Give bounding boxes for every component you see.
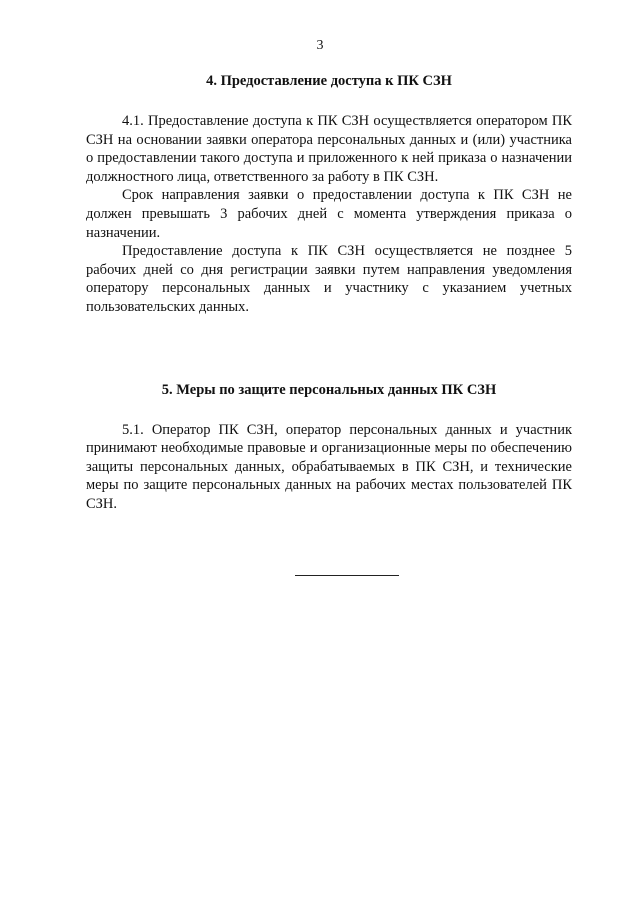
paragraph: 4.1. Предоставление доступа к ПК СЗН осуществляется оператором ПК СЗН на основании заявки оператора персональных данных и (или) участника о предоставлении такого доступа и приложенного к ней приказа о назначении должностного лица, ответственного за работу в ПК СЗН. <box>86 113 572 185</box>
paragraph: Предоставление доступа к ПК СЗН осуществляется не позднее 5 рабочих дней со дня регистрации заявки путем направления уведомления оператору персональных данных и участнику с указанием учетных пользовательских данных. <box>86 243 572 315</box>
document-end-rule <box>295 575 399 576</box>
document-body <box>86 72 572 514</box>
section-access <box>86 72 572 317</box>
section-protection <box>86 381 572 514</box>
paragraph: 5.1. Оператор ПК СЗН, оператор персональных данных и участник принимают необходимые правовые и организационные меры по обеспечению защиты персональных данных, обрабатываемых в ПК СЗН, и технические меры по защите персональных данных на рабочих местах пользователей ПК СЗН. <box>86 421 572 512</box>
paragraph: Срок направления заявки о предоставлении доступа к ПК СЗН не должен превышать 3 рабочих дней с момента утверждения приказа о назначении. <box>86 187 572 241</box>
section-heading: 5. Меры по защите персональных данных ПК СЗН <box>161 381 497 398</box>
section-heading: 4. Предоставление доступа к ПК СЗН <box>206 73 452 89</box>
page-number: 3 <box>316 38 324 53</box>
